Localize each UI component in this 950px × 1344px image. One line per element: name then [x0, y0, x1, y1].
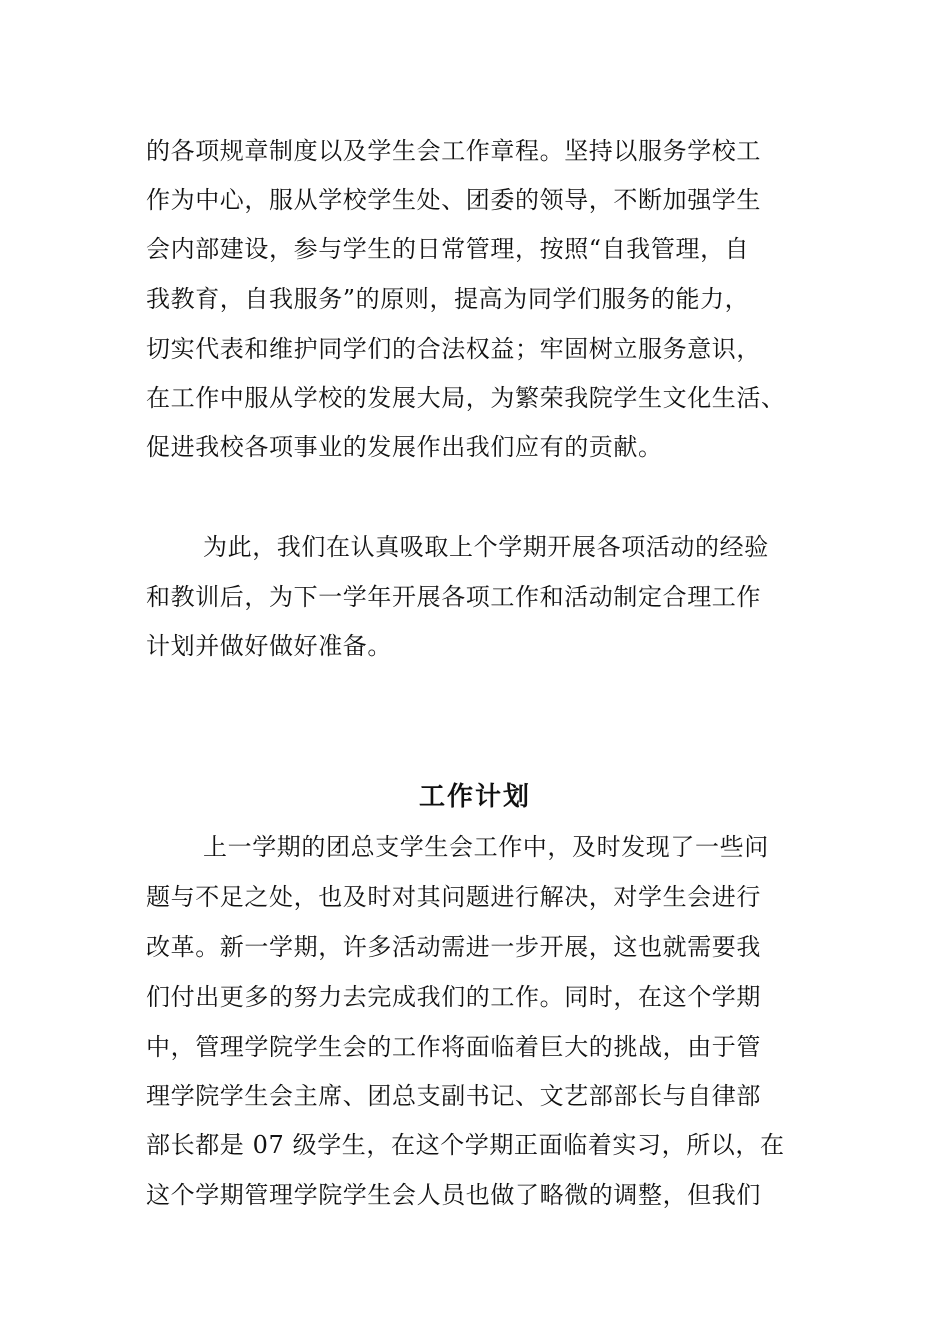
section-paragraph-line: 部长都是 07 级学生，在这个学期正面临着实习，所以，在 — [146, 1131, 785, 1159]
paragraph-1-line: 切实代表和维护同学们的合法权益；牢固树立服务意识， — [146, 335, 761, 363]
section-paragraph-line: 上一学期的团总支学生会工作中，及时发现了一些问 — [203, 833, 769, 861]
section-paragraph-line: 们付出更多的努力去完成我们的工作。同时，在这个学期 — [146, 983, 761, 1011]
paragraph-2-line: 为此，我们在认真吸取上个学期开展各项活动的经验 — [203, 533, 769, 561]
section-title: 工作计划 — [418, 782, 531, 812]
paragraph-1-line: 会内部建设，参与学生的日常管理，按照“自我管理，自 — [146, 235, 750, 263]
section-paragraph-line: 这个学期管理学院学生会人员也做了略微的调整，但我们 — [146, 1181, 761, 1209]
paragraph-2-line: 计划并做好做好准备。 — [146, 632, 392, 660]
section-paragraph-line: 改革。新一学期，许多活动需进一步开展，这也就需要我 — [146, 933, 761, 961]
paragraph-2-line: 和教训后，为下一学年开展各项工作和活动制定合理工作 — [146, 583, 761, 611]
paragraph-1-line: 促进我校各项事业的发展作出我们应有的贡献。 — [146, 433, 663, 461]
section-paragraph-line: 理学院学生会主席、团总支副书记、文艺部部长与自律部 — [146, 1082, 761, 1110]
paragraph-1-line: 我教育，自我服务”的原则，提高为同学们服务的能力， — [146, 285, 750, 313]
section-paragraph-line: 题与不足之处，也及时对其问题进行解决，对学生会进行 — [146, 883, 761, 911]
paragraph-1-line: 在工作中服从学校的发展大局，为繁荣我院学生文化生活、 — [146, 384, 786, 412]
section-paragraph-line: 中，管理学院学生会的工作将面临着巨大的挑战，由于管 — [146, 1033, 761, 1061]
paragraph-1-line: 的各项规章制度以及学生会工作章程。坚持以服务学校工 — [146, 137, 761, 165]
paragraph-1-line: 作为中心，服从学校学生处、团委的领导，不断加强学生 — [146, 186, 761, 214]
